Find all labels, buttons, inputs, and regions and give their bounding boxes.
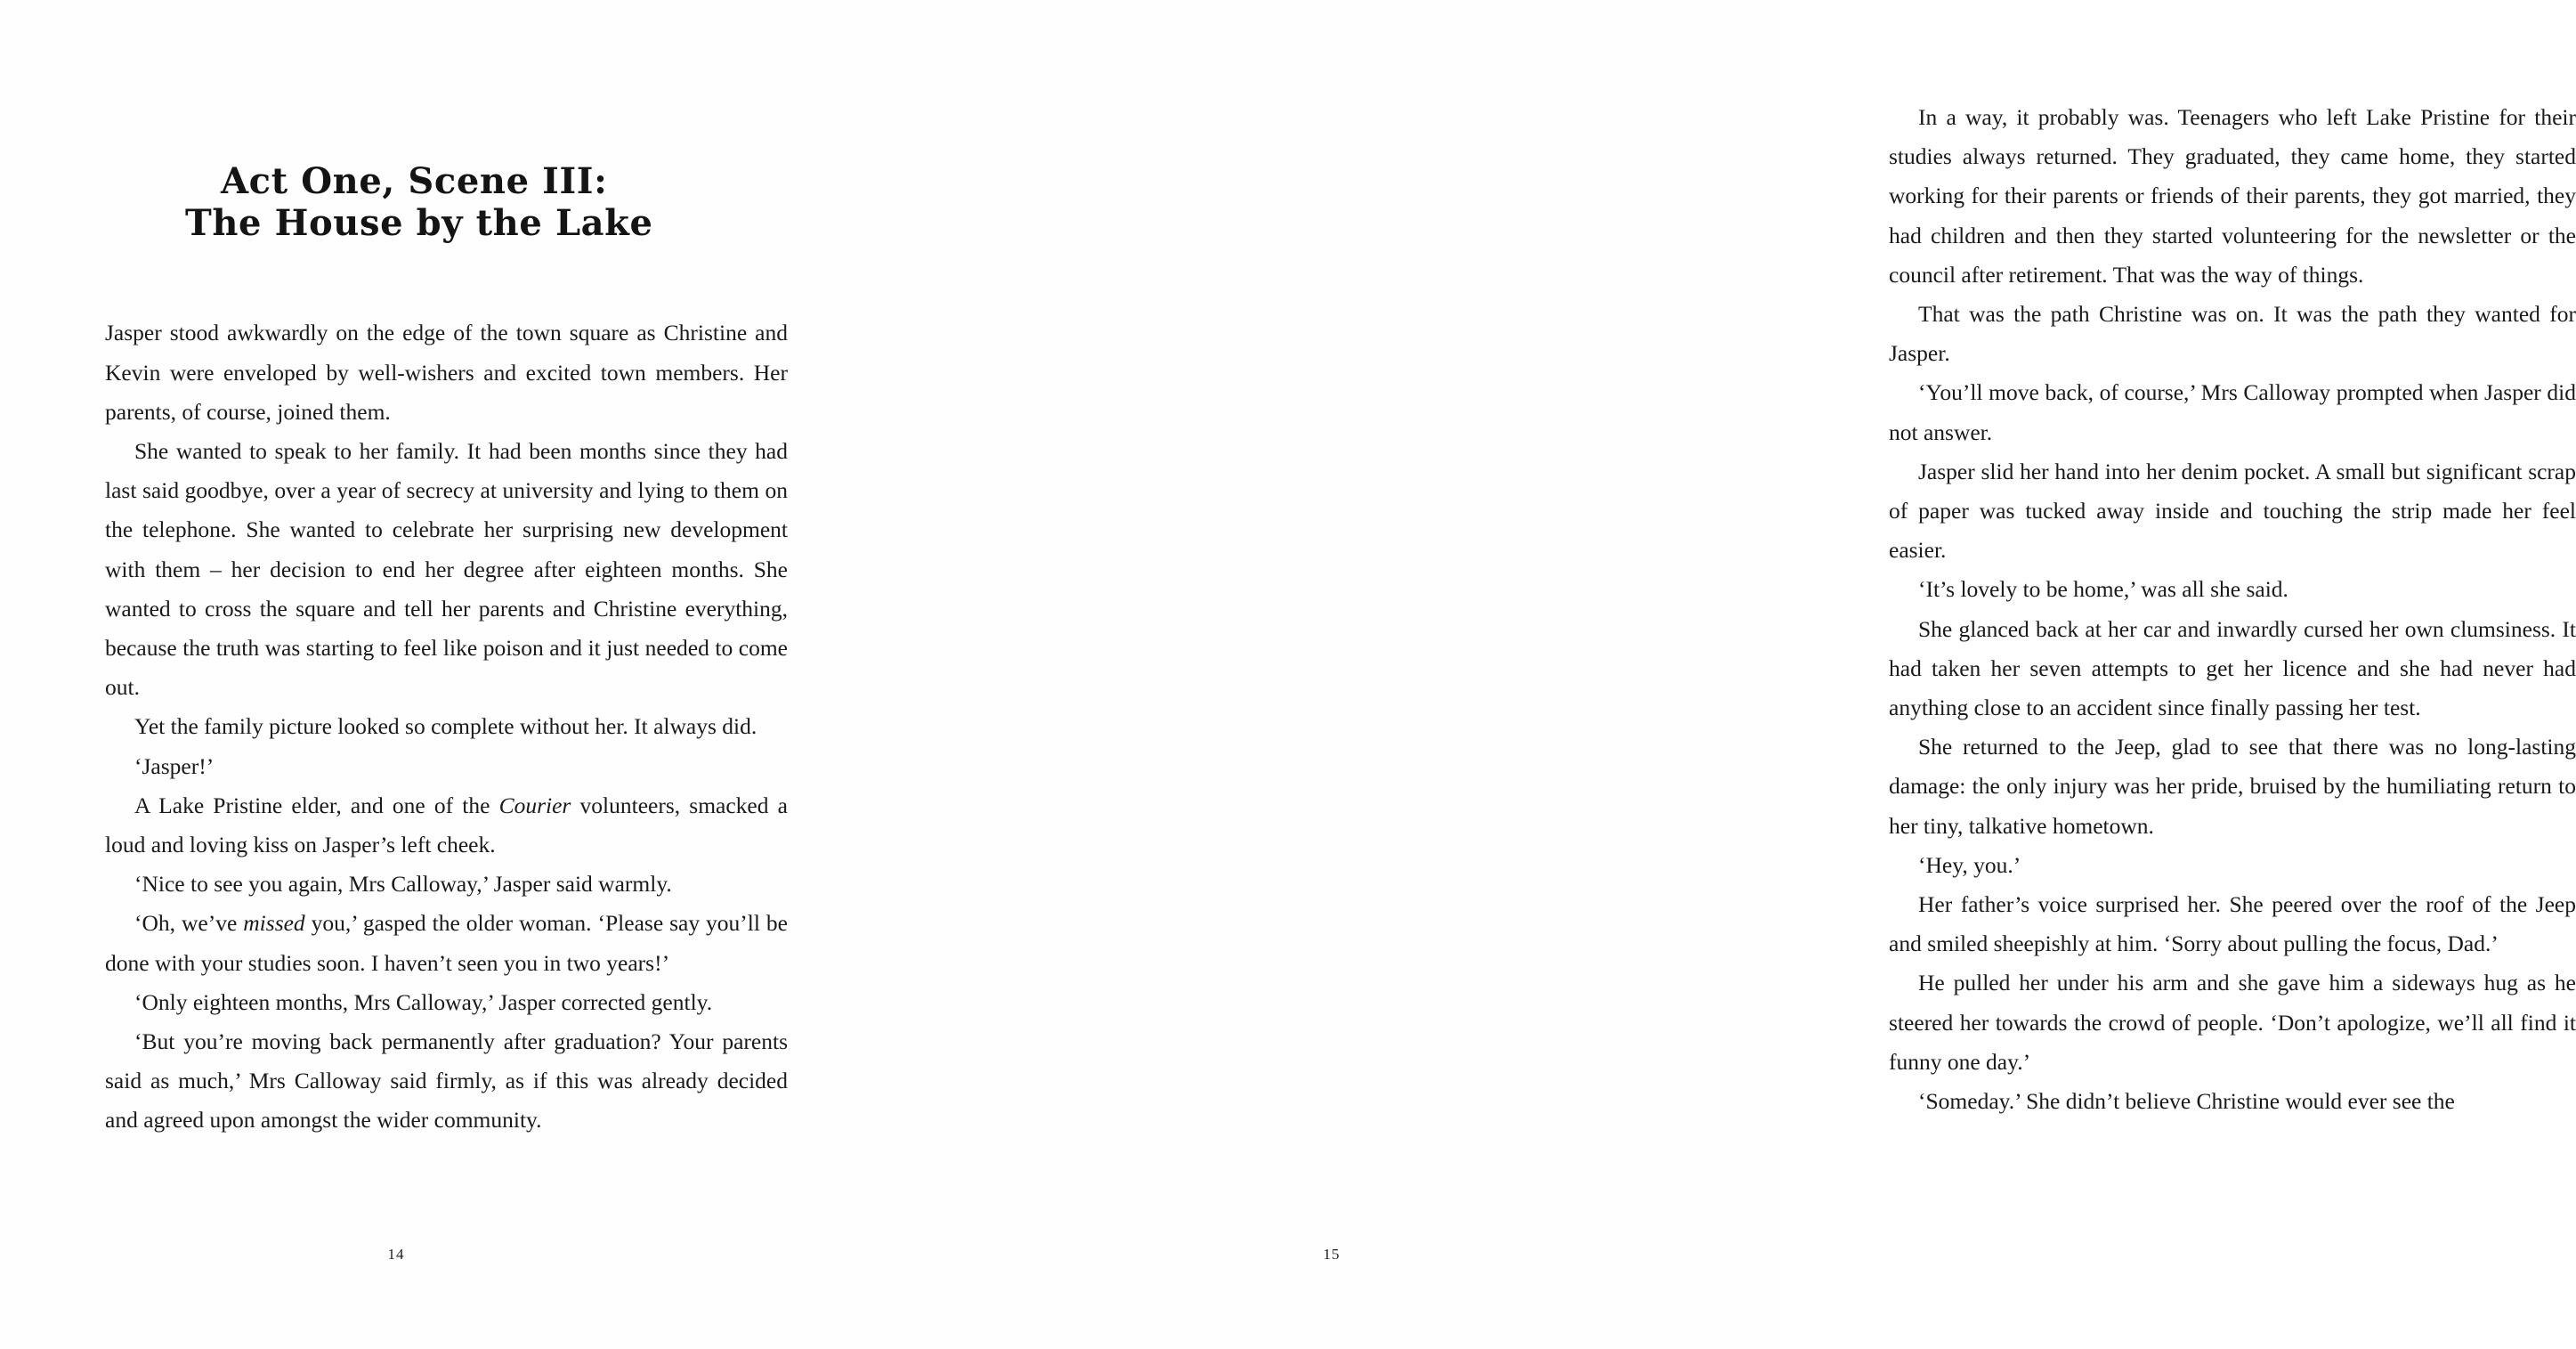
page-number-left: 14 — [387, 1246, 405, 1263]
paragraph: Yet the family picture looked so complete without her. It always did. — [134, 713, 757, 740]
paragraph: ‘Someday.’ She didn’t believe Christine would ever see the — [1918, 1088, 2455, 1115]
paragraph: ‘You’ll move back, of course,’ Mrs Calloway prompted when Jasper did not answer. — [1889, 379, 2576, 445]
chapter-title-line-1: Act One, Scene III: — [221, 160, 608, 202]
right-page-body — [1889, 98, 2576, 1121]
chapter-title — [105, 160, 788, 244]
emphasis-text: Courier — [498, 792, 571, 818]
paragraph: ‘Nice to see you again, Mrs Calloway,’ Jasper said warmly. — [134, 871, 672, 898]
page-right — [890, 0, 2576, 1349]
paragraph: ‘Oh, we’ve missed you,’ gasped the older woman. ‘Please say you’ll be done with your studies soon. I haven’t seen you in two years!’ — [105, 910, 788, 976]
paragraph: Her father’s voice surprised her. She peered over the roof of the Jeep and smiled sheepishly at him. ‘Sorry about pulling the focus, Dad.’ — [1889, 891, 2576, 957]
left-page-text-block — [105, 160, 788, 1141]
paragraph: In a way, it probably was. Teenagers who left Lake Pristine for their studies always returned. They graduated, they came home, they started working for their parents or friends of their parents, they got married, they had children and then they started volunteering for the newsletter or the council after retirement. That was the way of things. — [1889, 104, 2576, 288]
paragraph: He pulled her under his arm and she gave him a sideways hug as he steered her towards the crowd of people. ‘Don’t apologize, we’ll all find it funny one day.’ — [1889, 970, 2576, 1075]
paragraph: ‘Only eighteen months, Mrs Calloway,’ Jasper corrected gently. — [134, 988, 713, 1015]
paragraph: ‘But you’re moving back permanently after graduation? Your parents said as much,’ Mrs Calloway said firmly, as if this was already decided and agreed upon amongst the wider community. — [105, 1028, 788, 1134]
page-left — [0, 0, 890, 1349]
chapter-title-line-2: The House by the Lake — [185, 202, 653, 245]
paragraph: She returned to the Jeep, glad to see that there was no long-lasting damage: the only injury was her pride, bruised by the humiliating return to her tiny, talkative hometown. — [1889, 734, 2576, 839]
paragraph: A Lake Pristine elder, and one of the Courier volunteers, smacked a loud and loving kiss on Jasper’s left cheek. — [105, 792, 788, 858]
paragraph: Jasper stood awkwardly on the edge of the town square as Christine and Kevin were enveloped by well-wishers and excited town members. Her parents, of course, joined them. — [105, 320, 788, 425]
paragraph: ‘It’s lovely to be home,’ was all she said. — [1918, 576, 2288, 603]
paragraph: ‘Hey, you.’ — [1918, 851, 2021, 878]
right-page-text-block — [1889, 98, 2576, 1121]
left-page-body — [105, 313, 788, 1140]
emphasis-text: missed — [243, 910, 305, 937]
page-number-right: 15 — [1323, 1246, 1341, 1263]
paragraph: That was the path Christine was on. It was the path they wanted for Jasper. — [1889, 301, 2576, 367]
paragraph: Jasper slid her hand into her denim pocket. A small but significant scrap of paper was tucked away inside and touching the strip made her feel easier. — [1889, 458, 2576, 564]
paragraph: ‘Jasper!’ — [134, 752, 215, 779]
paragraph: She glanced back at her car and inwardly cursed her own clumsiness. It had taken her seven attempts to get her licence and she had never had anything close to an accident since finally passing her test. — [1889, 615, 2576, 721]
paragraph: She wanted to speak to her family. It had been months since they had last said goodbye, over a year of secrecy at university and lying to them on the telephone. She wanted to celebrate her surprising new development with them – her decision to end her degree after eighteen months. She wanted to cross the square and tell her parents and Christine everything, because the truth was starting to feel like poison and it just needed to come out. — [105, 437, 788, 701]
